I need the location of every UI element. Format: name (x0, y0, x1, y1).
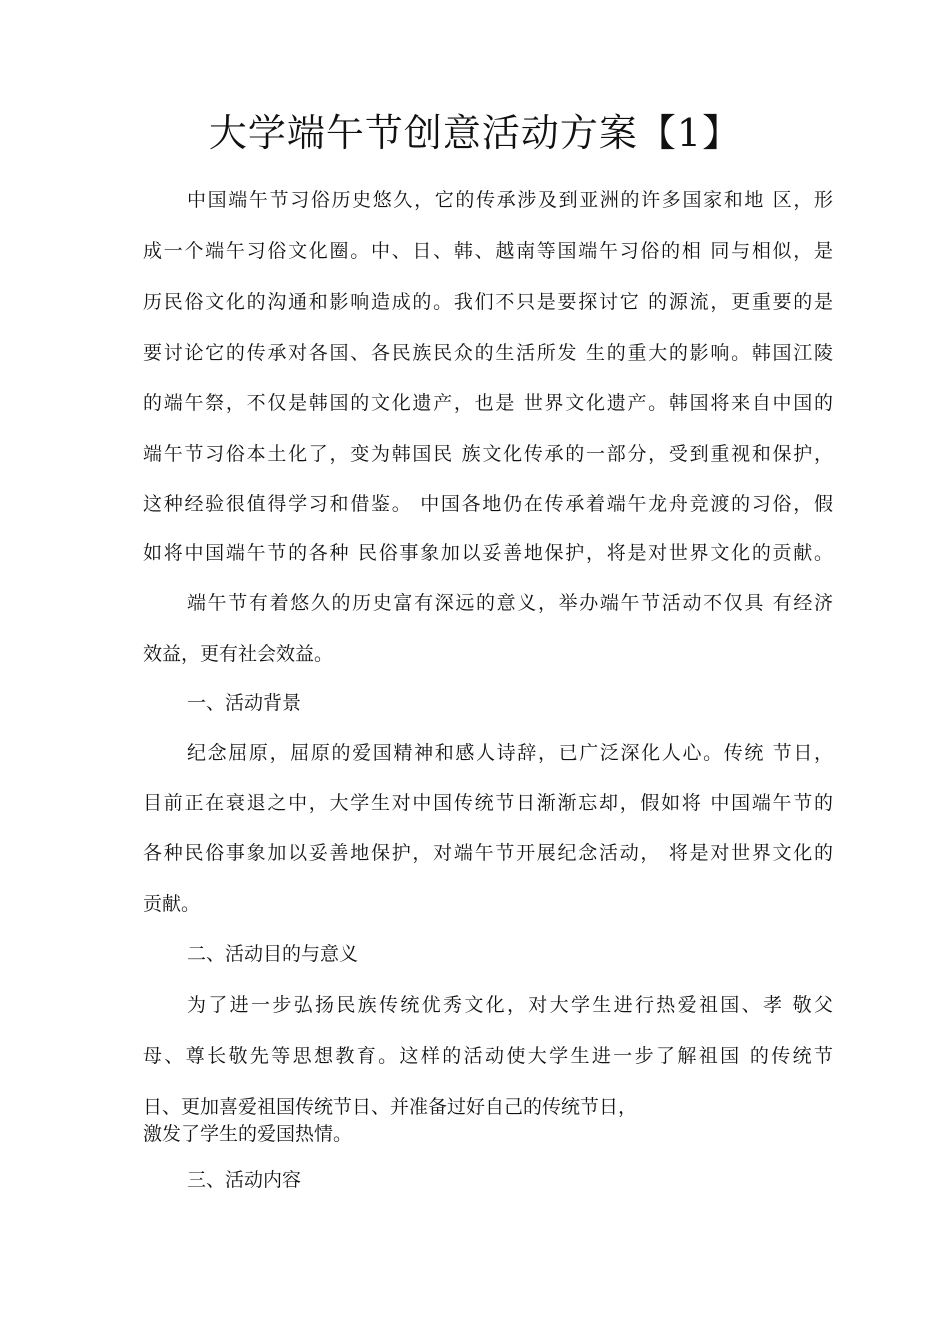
paragraph-line: 的端午祭，不仅是韩国的文化遗产，也是 世界文化遗产。韩国将来自中国的 (143, 392, 833, 414)
paragraph-line: 母、尊长敬先等思想教育。这样的活动使大学生进一步了解祖国 的传统节 (143, 1045, 833, 1067)
paragraph-line: 如将中国端午节的各种 民俗事象加以妥善地保护，将是对世界文化的贡献。 (143, 542, 833, 564)
paragraph-line: 中国端午节习俗历史悠久，它的传承涉及到亚洲的许多国家和地 区，形 (187, 189, 833, 211)
paragraph-line: 成一个端午习俗文化圈。中、日、韩、越南等国端午习俗的相 同与相似，是 (143, 240, 833, 262)
paragraph-line: 这种经验很值得学习和借鉴。 中国各地仍在传承着端午龙舟竞渡的习俗，假 (143, 493, 833, 515)
paragraph-line: 端午节习俗本土化了，变为韩国民 族文化传承的一部分，受到重视和保护， (143, 443, 833, 465)
document-title: 大学端午节创意活动方案【1】 (208, 111, 742, 155)
section-heading: 一、活动背景 (187, 692, 302, 714)
section-heading: 二、活动目的与意义 (187, 943, 359, 965)
paragraph-line: 贡献。 (143, 893, 201, 915)
paragraph-line: 端午节有着悠久的历史富有深远的意义，举办端午节活动不仅具 有经济 (187, 592, 833, 614)
paragraph-line: 为了进一步弘扬民族传统优秀文化，对大学生进行热爱祖国、孝 敬父 (187, 994, 833, 1016)
paragraph-line: 要讨论它的传承对各国、各民族民众的生活所发 生的重大的影响。韩国江陵 (143, 342, 833, 364)
paragraph-line: 效益，更有社会效益。 (143, 643, 334, 665)
paragraph-line: 纪念屈原，屈原的爱国精神和感人诗辞，已广泛深化人心。传统 节日， (187, 742, 833, 764)
paragraph-line: 日、更加喜爱祖国传统节日、并准备过好自己的传统节日， (143, 1096, 638, 1118)
paragraph-line: 目前正在衰退之中，大学生对中国传统节日渐渐忘却，假如将 中国端午节的 (143, 792, 833, 814)
section-heading: 三、活动内容 (187, 1169, 302, 1191)
paragraph-line: 历民俗文化的沟通和影响造成的。我们不只是要探讨它 的源流，更重要的是 (143, 291, 833, 313)
paragraph-line: 激发了学生的爱国热情。 (143, 1123, 353, 1145)
paragraph-line: 各种民俗事象加以妥善地保护，对端午节开展纪念活动， 将是对世界文化的 (143, 842, 833, 864)
